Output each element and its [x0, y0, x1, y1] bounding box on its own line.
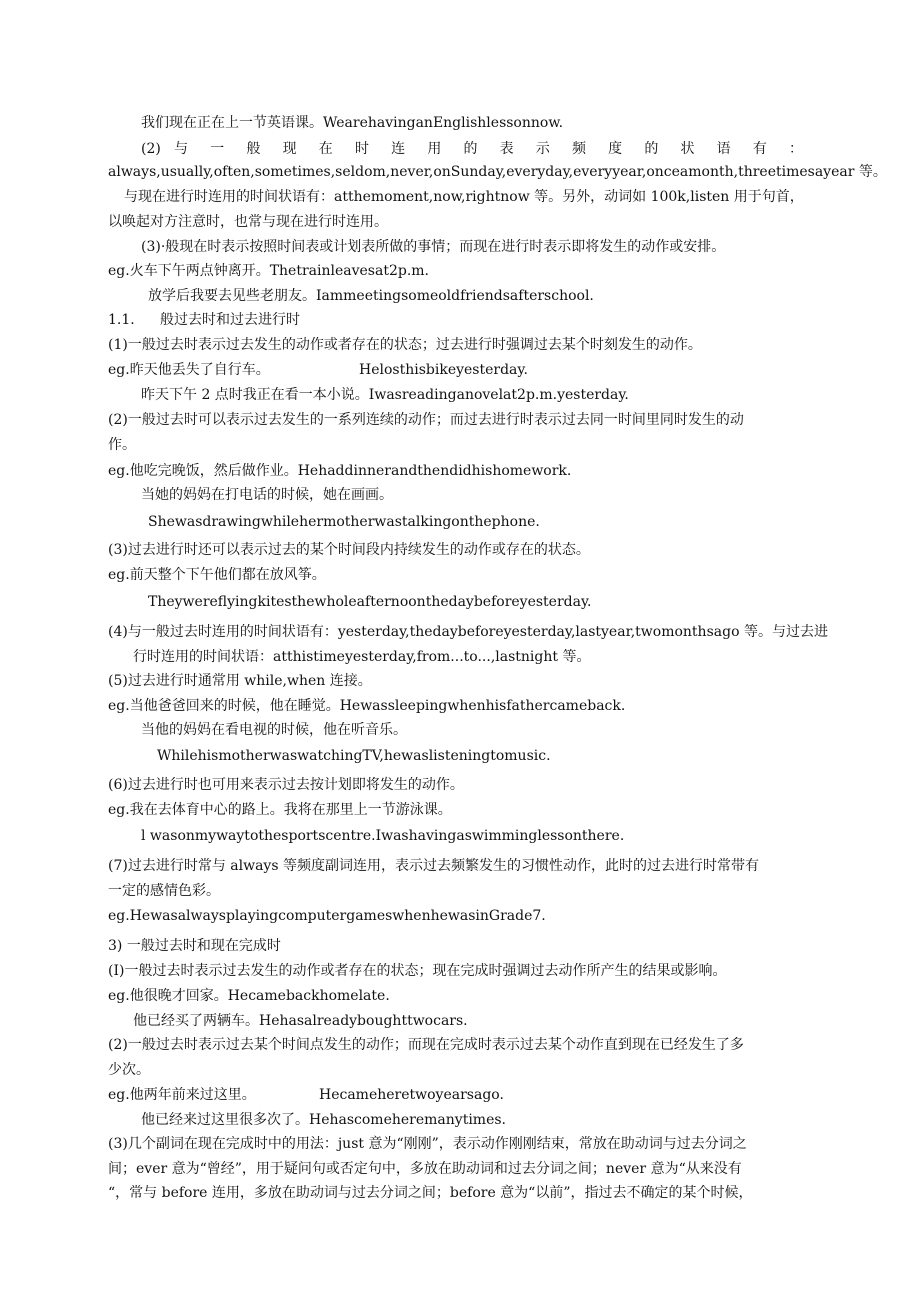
text-line: (2)一般过去时表示过去某个时间点发生的动作；而现在完成时表示过去某个动作直到现在已经发生了多 [108, 1037, 744, 1053]
text-line: (I)一般过去时表示过去发生的动作或者存在的状态；现在完成时强调过去动作所产生的结果或影响。 [108, 963, 727, 979]
text-line: 他已经来过这里很多次了。Hehascomeheremanytimes. [141, 1112, 506, 1128]
text-line: l wasonmywaytothesportscentre.Iwashavingaswimminglessonthere. [141, 828, 625, 844]
text-line: 间；ever 意为“曾经”，用于疑问句或否定句中，多放在助动词和过去分词之间；never 意为“从来没有 [108, 1161, 742, 1177]
section-number: 1.1. [108, 312, 135, 328]
text-line: eg.火车下午两点钟离开。Thetrainleavesat2p.m. [108, 263, 430, 279]
text-line: (6)过去进行时也可用来表示过去按计划即将发生的动作。 [108, 777, 464, 793]
text-line: (2)一般过去时可以表示过去发生的一系列连续的动作；而过去进行时表示过去同一时间里同时发生的动 [108, 412, 744, 428]
text-line: (3)过去进行时还可以表示过去的某个时间段内持续发生的动作或存在的状态。 [108, 542, 590, 558]
text-line: “，常与 before 连用，多放在助动词与过去分词之间；before 意为“以前”，指过去不确定的某个时候， [108, 1185, 753, 1201]
text-line: 少次。 [108, 1062, 150, 1078]
text-line: eg.他很晚才回家。Hecamebackhomelate. [108, 988, 390, 1004]
text-line: (2) 与 一 般 现 在 时 连 用 的 表 示 频 度 的 状 语 有 ： [141, 141, 803, 157]
text-line: eg.当他爸爸回来的时候，他在睡觉。Hewassleepingwhenhisfathercameback. [108, 698, 626, 714]
text-line: (3)·般现在时表示按照时间表或计划表所做的事情；而现在进行时表示即将发生的动作或安排。 [141, 239, 726, 255]
text-line: 当她的妈妈在打电话的时候，她在画画。 [141, 487, 393, 503]
text-line: Theywereflyingkitesthewholeafternoonthedaybeforeyesterday. [148, 594, 592, 610]
text-line: 我们现在正在上一节英语课。WearehavinganEnglishlessonnow. [141, 115, 564, 131]
text-line: eg.他两年前来过这里。 [108, 1087, 256, 1103]
text-line: 作。 [108, 437, 136, 453]
text-line: (3)几个副词在现在完成时中的用法：just 意为“刚刚”，表示动作刚刚结束，常放在助动词与过去分词之 [108, 1136, 747, 1152]
text-line: 昨天下午 2 点时我正在看一本小说。Iwasreadinganovelat2p.m.yesterday. [141, 387, 629, 403]
text-line: (4)与一般过去时连用的时间状语有：yesterday,thedaybeforeyesterday,lastyear,twomonthsago 等。与过去进 [108, 624, 828, 640]
text-line: always,usually,often,sometimes,seldom,never,onSunday,everyday,everyyear,onceamonth,threetimesayear 等。 [108, 164, 887, 180]
text-line: 他已经买了两辆车。Hehasalreadyboughttwocars. [133, 1013, 468, 1029]
text-line: 以唤起对方注意时，也常与现在进行时连用。 [108, 214, 388, 230]
text-line: Shewasdrawingwhilehermotherwastalkingonthephone. [148, 514, 540, 530]
text-line: (1)一般过去时表示过去发生的动作或者存在的状态；过去进行时强调过去某个时刻发生的动作。 [108, 337, 702, 353]
text-line: eg.HewasalwaysplayingcomputergameswhenhewasinGrade7. [108, 908, 546, 924]
text-line: 一定的感情色彩。 [108, 883, 220, 899]
text-line: Hecameheretwoyearsago. [319, 1087, 504, 1103]
text-line: eg.前天整个下午他们都在放风筝。 [108, 567, 326, 583]
text-line: eg.我在去体育中心的路上。我将在那里上一节游泳课。 [108, 802, 452, 818]
text-line: eg.昨天他丢失了自行车。 [108, 362, 270, 378]
text-line: eg.他吃完晚饭，然后做作业。Hehaddinnerandthendidhishomework. [108, 463, 572, 479]
text-line: (5)过去进行时通常用 while,when 连接。 [108, 673, 372, 689]
text-line: 行时连用的时间状语：atthistimeyesterday,from...to...,lastnight 等。 [133, 649, 591, 665]
text-line: WhilehismotherwaswatchingTV,hewaslisteningtomusic. [157, 748, 551, 764]
text-line: 当他的妈妈在看电视的时候，他在听音乐。 [141, 722, 407, 738]
text-line: 放学后我要去见些老朋友。Iammeetingsomeoldfriendsafterschool. [148, 288, 594, 304]
text-line: (7)过去进行时常与 always 等频度副词连用，表示过去频繁发生的习惯性动作，此时的过去进行时常带有 [108, 858, 759, 874]
text-line: Helosthisbikeyesterday. [359, 362, 528, 378]
text-line: 与现在进行时连用的时间状语有：atthemoment,now,rightnow 等。另外，动词如 100k,listen 用于句首， [124, 189, 804, 205]
section-heading: 3) 一般过去时和现在完成时 [108, 938, 281, 954]
section-heading: 般过去时和过去进行时 [160, 312, 300, 328]
